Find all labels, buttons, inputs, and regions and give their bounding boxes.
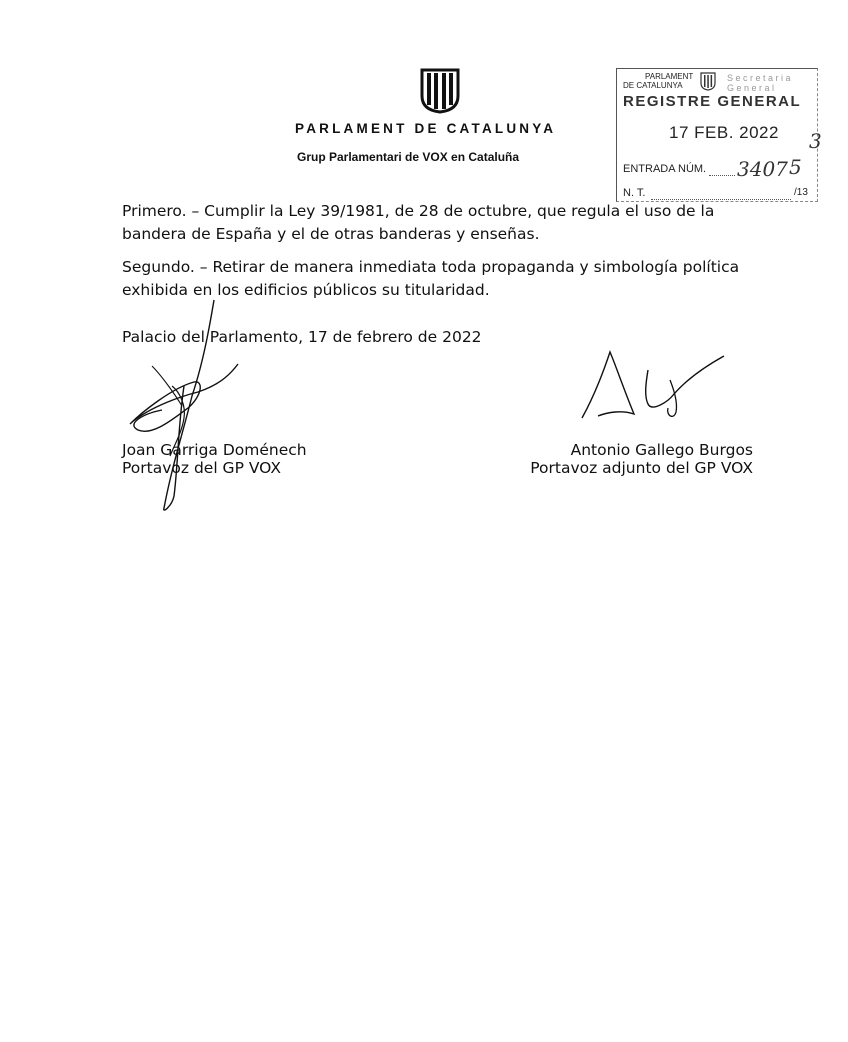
stamp-date: 17 FEB. 2022 bbox=[669, 123, 779, 142]
stamp-nt-label: N. T. bbox=[623, 187, 646, 199]
signature-garriga bbox=[112, 296, 252, 516]
first-point bbox=[122, 200, 754, 246]
stamp-emblem-icon bbox=[699, 71, 717, 91]
stamp-secretaria-line2: General bbox=[727, 83, 777, 93]
stamp-nt-value: /13 bbox=[794, 187, 808, 198]
signatory-role: Portavoz del GP VOX bbox=[122, 459, 281, 477]
catalonia-senyera-emblem-icon bbox=[418, 66, 462, 114]
parliament-name: PARLAMENT DE CATALUNYA bbox=[295, 121, 557, 136]
first-point-line2: bandera de España y el de otras banderas y enseñas. bbox=[122, 225, 540, 243]
stamp-entry-label: ENTRADA NÚM. bbox=[623, 163, 707, 175]
stamp-margin-digit: 3 bbox=[809, 129, 822, 153]
second-point-line1: Segundo. – Retirar de manera inmediata toda propaganda y simbología política bbox=[122, 258, 740, 276]
stamp-secretaria bbox=[727, 73, 793, 93]
signature-gallego bbox=[578, 346, 728, 422]
first-point-line1: Primero. – Cumplir la Ley 39/1981, de 28 de octubre, que regula el uso de la bbox=[122, 202, 715, 220]
signatory-name: Joan Garriga Doménech bbox=[122, 441, 307, 459]
stamp-org-line1: PARLAMENT bbox=[645, 72, 694, 81]
signatory-left bbox=[122, 441, 307, 477]
stamp-secretaria-line1: Secretaria bbox=[727, 73, 794, 83]
stamp-org-line2: DE CATALUNYA bbox=[623, 81, 683, 90]
stamp-title: REGISTRE GENERAL bbox=[623, 93, 802, 110]
signatory-right bbox=[530, 441, 753, 477]
place-and-date: Palacio del Parlamento, 17 de febrero de 2022 bbox=[122, 328, 482, 346]
stamp-entry-number: 3407 bbox=[737, 157, 788, 181]
stamp-entry-suffix: 5 bbox=[789, 155, 802, 179]
signatory-name: Antonio Gallego Burgos bbox=[570, 441, 753, 459]
signatory-role: Portavoz adjunto del GP VOX bbox=[530, 459, 753, 477]
registry-stamp bbox=[616, 68, 822, 202]
second-point-line2: exhibida en los edificios públicos su titularidad. bbox=[122, 281, 490, 299]
parliamentary-group-name: Grup Parlamentari de VOX en Cataluña bbox=[297, 150, 520, 164]
